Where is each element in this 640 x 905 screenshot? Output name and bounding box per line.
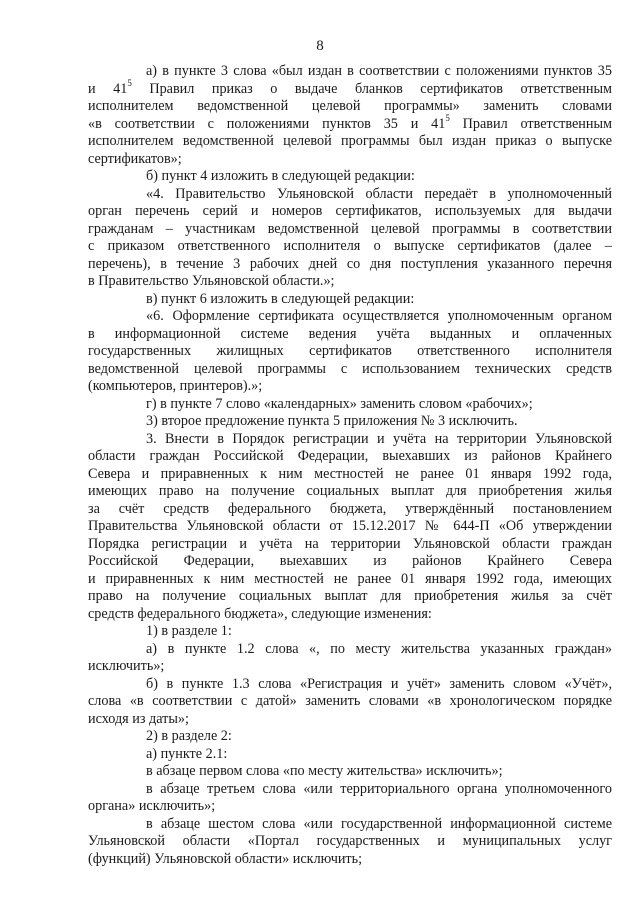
text-line: Ульяновской области «Портал государственных и муниципальных услуг [88,833,612,849]
paragraph-clause-6 [88,308,612,396]
text-line: органа» исключить»; [88,798,216,814]
text-line: в Правительство Ульяновской области.»; [88,273,335,289]
text-line: в информационной системе ведения учёта выданных и оплаченных [88,325,612,342]
text-line: а) в пункте 1.2 слова «, по месту жительства указанных граждан» [146,640,612,657]
text-line: орган перечень серий и номеров сертификатов, используемых для выдачи [88,203,612,219]
text-line: исключить»; [88,658,165,674]
paragraph-item-3: 3) второе предложение пункта 5 приложения № 3 исключить. [146,413,518,429]
paragraph-amend-item-3a [88,63,612,168]
paragraph-abzac-3 [88,781,612,816]
text-line: в абзаце третьем слова «или территориального органа уполномоченного [146,780,612,797]
paragraph-section-3 [88,431,612,624]
text-line: государственных жилищных сертификатов ответственного исполнителя [88,343,612,359]
text-line: исходя из даты»; [88,710,189,727]
paragraph-section-2: 2) в разделе 2: [146,728,232,744]
text-line: (функций) Ульяновской области» исключить; [88,850,363,867]
text-line: Порядка регистрации и учёта на территории Ульяновской области граждан [88,535,612,552]
text-line: исполнителем ведомственной целевой программы был издан приказ о выпуске [88,133,612,149]
paragraph-item-1-3 [88,676,612,729]
text-line: «в соответствии с положениями пунктов 35 и $41^5$ Правил ответственным [88,112,612,132]
text-line: средств федерального бюджета», следующие изменения: [88,605,432,622]
document-body [88,63,612,868]
text-line: Севера и приравненных к ним местностей не ранее 01 января 1992 года, [88,465,612,482]
text-line: области граждан Российской Федерации, выехавших из районов Крайнего [88,448,612,464]
paragraph-item-7g: г) в пункте 7 слово «календарных» заменить словом «рабочих»; [146,395,533,412]
paragraph-item-2-1: а) пункте 2.1: [146,745,228,762]
text-line: в абзаце шестом слова «или государственной информационной системе [146,815,612,832]
paragraph-item-6v: в) пункт 6 изложить в следующей редакции: [146,290,415,307]
text-line: а) в пункте 3 слова «был издан в соответствии с положениями пунктов 35 [146,63,612,79]
paragraph-section-1: 1) в разделе 1: [146,623,232,639]
text-line: (компьютеров, принтеров).»; [88,378,263,394]
text-line: исполнителем ведомственной целевой программы» заменить словами [88,98,612,114]
text-line: и приравненных к ним местностей не ранее 01 января 1992 года, имеющих [88,570,612,587]
text-line: перечень), в течение 3 рабочих дней со дня поступления указанного перечня [88,255,612,272]
text-line: за счёт средств федерального бюджета, утверждённый постановлением [88,500,612,517]
paragraph-abzac-1: в абзаце первом слова «по месту жительства» исключить»; [146,763,503,779]
text-line: и $41^5$ Правил приказ о выдаче бланков сертификатов ответственным [88,77,612,97]
text-line: имеющих право на получение социальных выплат для приобретения жилья [88,483,612,499]
text-line: 3. Внести в Порядок регистрации и учёта на территории Ульяновской [146,430,612,447]
text-line: Российской Федерации, выехавших из районов Крайнего Севера [88,553,612,569]
text-line: Правительства Ульяновской области от 15.12.2017 № 644-П «Об утверждении [88,518,612,534]
text-line: с приказом ответственного исполнителя о выпуске сертификатов (далее – [88,238,612,254]
paragraph-clause-4 [88,186,612,291]
text-line: сертификатов»; [88,150,182,167]
paragraph-abzac-6 [88,816,612,869]
text-line: «6. Оформление сертификата осуществляется уполномоченным органом [146,308,612,324]
text-line: гражданам – участникам ведомственной целевой программы в соответствии [88,220,612,237]
paragraph-item-1-2 [88,641,612,676]
text-line: слова «в соответствии с датой» заменить словами «в хронологическом порядке [88,693,612,709]
text-line: б) в пункте 1.3 слова «Регистрация и учёт» заменить словом «Учёт», [146,675,612,692]
paragraph-item-4b: б) пункт 4 изложить в следующей редакции: [146,168,415,184]
text-line: право на получение социальных выплат для приобретения жилья за счёт [88,588,612,604]
text-line: «4. Правительство Ульяновской области передаёт в уполномоченный [146,185,612,202]
page-number: 8 [316,38,324,54]
text-line: ведомственной целевой программы с использованием технических средств [88,360,612,377]
